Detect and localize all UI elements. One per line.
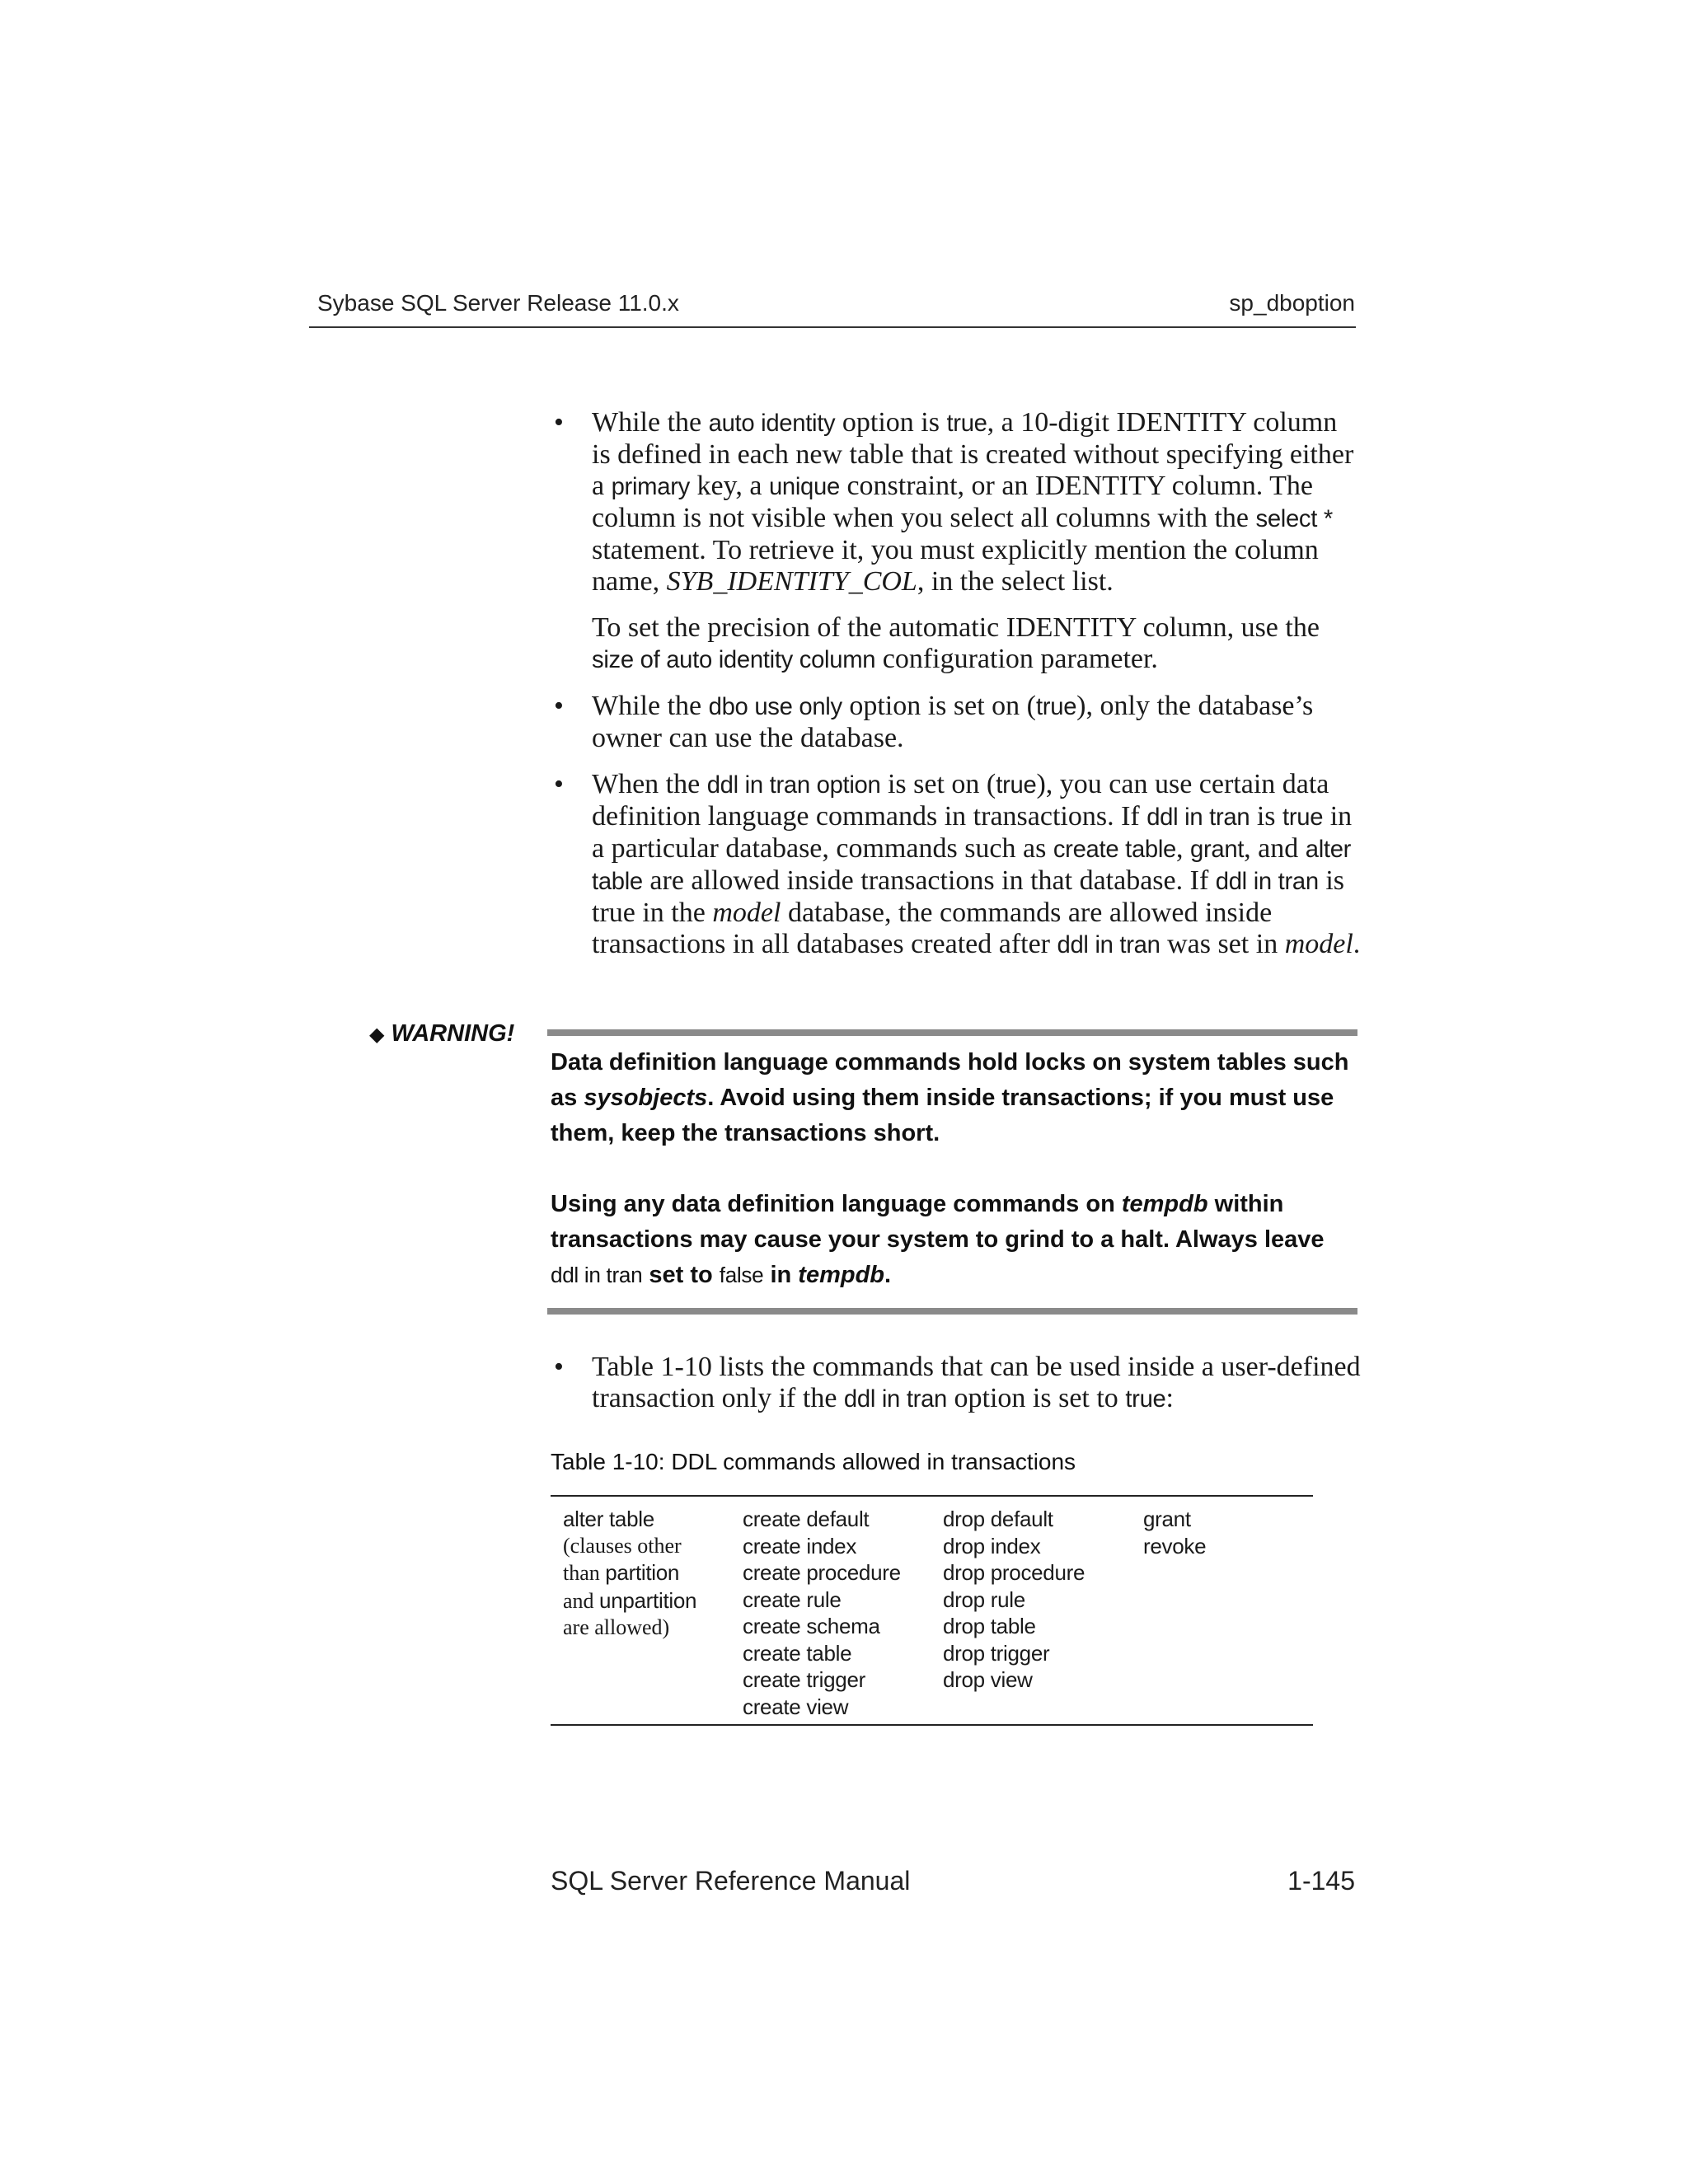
cell-text: are allowed)	[563, 1615, 670, 1639]
command-text: revoke	[1143, 1533, 1207, 1558]
command-text: drop trigger	[943, 1640, 1050, 1666]
text: Data definition language commands hold locks on system tables such as	[551, 1049, 1349, 1111]
warning-paragraph	[551, 1045, 1358, 1151]
warning-paragraph	[551, 1187, 1358, 1293]
table-row	[563, 1506, 1309, 1720]
bullet-marker: •	[554, 769, 564, 799]
bullet-table-intro	[554, 1352, 1362, 1415]
table-bottom-rule	[551, 1724, 1313, 1726]
command-text: true	[1282, 804, 1324, 831]
text: . Avoid using them inside transactions; if you must use them, keep the transactions short.	[551, 1085, 1334, 1146]
table-intro-bullets	[554, 1352, 1362, 1430]
table-cell-drop-commands	[943, 1506, 1143, 1720]
command-text: drop procedure	[943, 1560, 1085, 1585]
text: and	[563, 1588, 600, 1613]
italic-text: tempdb	[798, 1262, 884, 1288]
command-text: true	[946, 410, 987, 437]
command-text: create procedure	[743, 1560, 901, 1585]
warning-label-text: WARNING!	[391, 1020, 515, 1047]
text: constraint, or an IDENTITY column. The column is not visible when you select all columns with the	[592, 471, 1314, 533]
paragraph	[592, 691, 1362, 754]
text: ), you can use certain data definition language commands in transactions. If	[592, 769, 1329, 832]
command-text: ddl in tran	[551, 1263, 643, 1287]
warning-top-rule	[547, 1029, 1357, 1036]
bullet-marker: •	[554, 1352, 564, 1382]
command-text: grant	[1143, 1507, 1191, 1531]
text: To set the precision of the automatic IDENTITY column, use the	[592, 612, 1320, 643]
warning-bottom-rule	[547, 1308, 1357, 1315]
command-text: select *	[1255, 506, 1333, 532]
text: is true in the	[592, 865, 1345, 928]
text: was set in	[1160, 929, 1285, 959]
command-text: create table	[1053, 837, 1177, 863]
command-text: create table	[743, 1640, 852, 1666]
text: is set on (	[880, 769, 996, 799]
italic-text: sysobjects	[584, 1085, 708, 1111]
warning-body	[551, 1045, 1358, 1293]
command-text: create default	[743, 1507, 870, 1531]
table-top-rule	[551, 1495, 1313, 1497]
command-text: create index	[743, 1533, 857, 1558]
bullet-ddl-in-tran	[554, 769, 1362, 961]
text: option is set on (	[842, 691, 1036, 721]
table-cell-alter-table	[563, 1506, 743, 1720]
text: is	[1250, 801, 1282, 832]
command-text: true	[1125, 1386, 1166, 1413]
cell-text	[563, 1559, 743, 1587]
text: ,	[1176, 833, 1191, 864]
text: While the	[592, 407, 709, 438]
command-text: unpartition	[599, 1587, 697, 1613]
text: Using any data definition language commands on	[551, 1191, 1122, 1217]
command-text: ddl in tran option	[706, 772, 881, 799]
text: set to	[642, 1262, 720, 1288]
command-text: drop rule	[943, 1586, 1025, 1612]
command-text: drop default	[943, 1507, 1053, 1531]
text: , and	[1244, 833, 1306, 864]
table-cell-grant-commands	[1143, 1506, 1309, 1720]
paragraph	[592, 407, 1362, 598]
command-text: create view	[743, 1694, 849, 1719]
bullet-dbo-use-only	[554, 691, 1362, 754]
italic-text: tempdb	[1121, 1191, 1208, 1217]
bullet-marker: •	[554, 691, 564, 721]
text: database, the commands are allowed inside transactions in all databases created after	[592, 898, 1273, 959]
paragraph	[592, 612, 1362, 676]
text: ), only the database’s owner can use the database.	[592, 691, 1314, 753]
text: are allowed inside transactions in that database. If	[642, 865, 1216, 896]
text: When the	[592, 769, 707, 799]
italic-text: SYB_IDENTITY_COL	[666, 566, 917, 597]
table-caption: Table 1-10: DDL commands allowed in transactions	[551, 1449, 1076, 1474]
text: configuration parameter.	[875, 644, 1158, 674]
diamond-icon: ◆	[369, 1024, 385, 1046]
command-text: drop table	[943, 1614, 1036, 1638]
text: :	[1165, 1383, 1174, 1413]
cell-text: (clauses other	[563, 1533, 682, 1558]
paragraph	[592, 769, 1362, 961]
text: statement. To retrieve it, you must explicitly mention the column name,	[592, 535, 1319, 597]
text: , in the select list.	[917, 566, 1114, 597]
command-text: true	[1035, 694, 1077, 720]
header-rule	[309, 326, 1356, 328]
command-text: ddl in tran	[1146, 804, 1250, 831]
bullet-marker: •	[554, 407, 564, 438]
text: than	[563, 1561, 606, 1585]
command-text: primary	[611, 474, 690, 500]
command-text: unique	[768, 474, 840, 500]
running-header-title: Sybase SQL Server Release 11.0.x	[317, 290, 679, 316]
text: in	[763, 1262, 799, 1288]
bullet-auto-identity	[554, 407, 1362, 598]
command-text: ddl in tran	[1057, 932, 1160, 958]
command-text: true	[996, 772, 1037, 799]
command-text: auto identity	[708, 410, 836, 437]
option-bullets	[554, 407, 1362, 976]
ddl-commands-table	[563, 1506, 1309, 1720]
italic-text: model	[1284, 929, 1353, 959]
command-text: drop index	[943, 1533, 1041, 1558]
text: , a 10-digit IDENTITY column is defined in each new table that is created without specifying either a	[592, 407, 1354, 501]
cell-text	[563, 1587, 743, 1615]
text: Table 1-10 lists the commands that can be used inside a user-defined transaction only if the	[592, 1352, 1361, 1413]
text: option is	[835, 407, 947, 438]
text: key, a	[689, 471, 769, 501]
command-text: false	[719, 1263, 764, 1287]
command-text: ddl in tran	[1215, 869, 1319, 895]
command-text: create schema	[743, 1614, 880, 1638]
command-text: alter table	[563, 1507, 654, 1531]
italic-text: model	[712, 898, 781, 928]
command-text: create trigger	[743, 1667, 865, 1692]
table-cell-create-commands	[743, 1506, 943, 1720]
warning-label	[369, 1020, 514, 1047]
text: .	[884, 1262, 892, 1288]
text: within transactions may cause your system to grind to a halt. Always leave	[551, 1191, 1325, 1253]
text: option is set to	[947, 1383, 1126, 1413]
command-text: ddl in tran	[843, 1386, 948, 1413]
command-text: grant	[1190, 837, 1245, 863]
text: While the	[592, 691, 709, 721]
command-text: drop view	[943, 1667, 1033, 1692]
bullet-auto-identity-note	[554, 612, 1362, 676]
footer-manual-title: SQL Server Reference Manual	[551, 1866, 911, 1896]
command-text: alter table	[592, 837, 1352, 895]
command-text: size of auto identity column	[592, 647, 876, 673]
command-text: dbo use only	[708, 694, 842, 720]
paragraph	[592, 1352, 1362, 1415]
command-text: partition	[605, 1560, 680, 1585]
running-header-section: sp_dboption	[1229, 290, 1355, 316]
command-text: create rule	[743, 1586, 842, 1612]
text: in a particular database, commands such as	[592, 801, 1353, 864]
page-number: 1-145	[1287, 1866, 1355, 1896]
text: .	[1353, 929, 1361, 959]
